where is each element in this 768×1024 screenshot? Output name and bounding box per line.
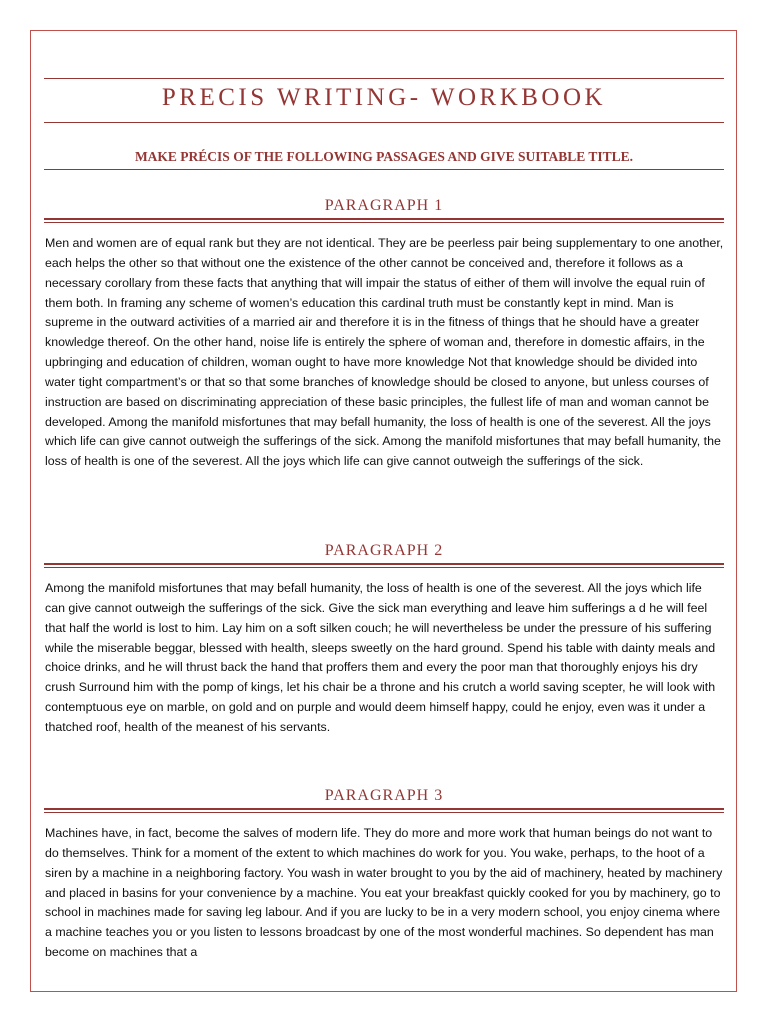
paragraph-1-text: Men and women are of equal rank but they are not identical. They are be peerless pair being supplementary to one another, each helps the other so that without one the existence of the other cannot be conceived and, therefore it follows as a necessary corollary from these facts that anything that will impair the status of either of them will involve the equal ruin of them both. In framing any scheme of women’s education this cardinal truth must be constantly kept in mind. Man is supreme in the outward activities of a married air and therefore it is in the fitness of things that he should have a greater knowledge thereof. On the other hand, noise life is entirely the sphere of woman and, therefore in domestic affairs, in the upbringing and education of children, woman ought to have more knowledge Not that knowledge should be divided into water tight compartment’s or that so that some branches of knowledge should be closed to anyone, but unless courses of instruction are based on discriminating appreciation of these basic principles, the fullest life of man and woman cannot be developed. Among the manifold misfortunes that may befall humanity, the loss of health is one of the severest. All the joys which life can give cannot outweigh the sufferings of the sick. Among the manifold misfortunes that may befall humanity, the loss of health is one of the severest. All the joys which life can give cannot outweigh the sufferings of the sick.	[45, 236, 724, 469]
title-bottom-rule	[44, 122, 724, 123]
paragraph-3-heading: PARAGRAPH 3	[324, 787, 444, 804]
document-title: PRECIS WRITING- WORKBOOK	[161, 84, 607, 111]
instruction-line: MAKE PRÉCIS OF THE FOLLOWING PASSAGES AND GIVE SUITABLE TITLE.	[134, 149, 634, 164]
paragraph-2-rule	[44, 563, 724, 568]
paragraph-2-heading: PARAGRAPH 2	[324, 542, 444, 559]
paragraph-1-rule	[44, 218, 724, 223]
paragraph-2-text: Among the manifold misfortunes that may befall humanity, the loss of health is one of the severest. All the joys which life can give cannot outweigh the sufferings of the sick. Give the sick man everything and leave him sufferings a d he will feel that half the world is lost to him. Lay him on a soft silken couch; he will nevertheless be under the pressure of his suffering while the miserable beggar, blessed with health, sleeps sweetly on the hard ground. Spend his table with dainty meals and choice drinks, and he will thrust back the hand that proffers them and every the poor man that thoroughly enjoys his dry crush Surround him with the pomp of kings, let his chair be a throne and his crutch a world saving scepter, he will look with contemptuous eye on marble, on gold and on purple and would deem himself happy, could he enjoy, even was it under a thatched roof, health of the meanest of his servants.	[45, 581, 716, 734]
title-top-rule	[44, 78, 724, 79]
instruction-rule	[44, 169, 724, 170]
paragraph-3-rule	[44, 808, 724, 813]
paragraph-3-text: Machines have, in fact, become the salves of modern life. They do more and more work that human beings do not want to do themselves. Think for a moment of the extent to which machines do work for you. You wake, perhaps, to the hoot of a siren by a machine in a neighboring factory. You wash in water brought to you by the aid of machinery, heated by machinery and placed in basins for your convenience by a machine. You eat your breakfast quickly cooked for you by machinery, go to school in machines made for saving leg labour. And if you are lucky to be in a very modern school, you enjoy cinema where a machine teaches you or you listen to lessons broadcast by one of the most wonderful machines. So dependent has man become on machines that a	[45, 826, 723, 960]
paragraph-1-heading: PARAGRAPH 1	[324, 197, 444, 214]
